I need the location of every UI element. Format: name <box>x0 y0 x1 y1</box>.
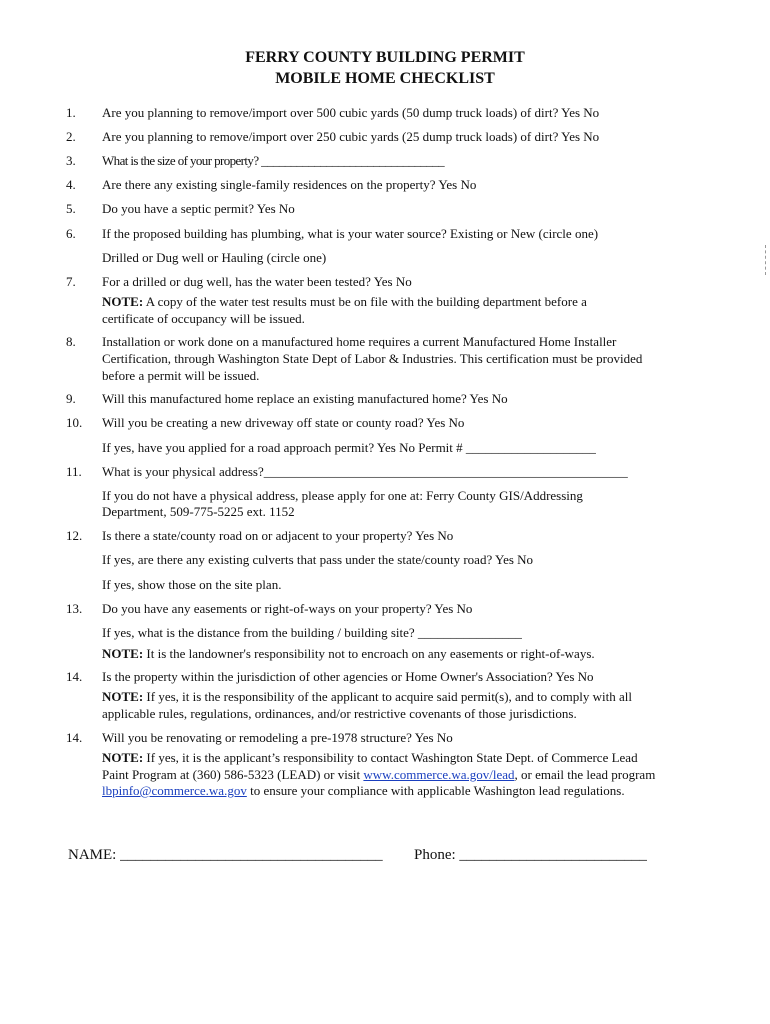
item-number: 7. <box>66 274 76 289</box>
item-number: 6. <box>66 226 76 241</box>
item-number: 12. <box>66 528 83 543</box>
note-label: NOTE: <box>102 294 144 309</box>
note-text: A copy of the water test results must be on file with the building department before a <box>143 294 587 309</box>
note-14b-line-3 <box>102 783 625 799</box>
question-13-sub: If yes, what is the distance from the building / building site? ________________ <box>102 625 522 640</box>
note-14b-line-2 <box>102 767 655 783</box>
question-9: Will this manufactured home replace an existing manufactured home? Yes No <box>102 391 508 406</box>
note-14a-line-2: applicable rules, regulations, ordinances, and/or restrictive covenants of those jurisdictions. <box>102 706 577 721</box>
item-8-line-3: before a permit will be issued. <box>102 368 260 383</box>
note-label: NOTE: <box>102 750 144 765</box>
question-3: What is the size of your property? _______________________________ <box>102 153 445 168</box>
question-6-sub: Drilled or Dug well or Hauling (circle one) <box>102 250 327 265</box>
question-2: Are you planning to remove/import over 250 cubic yards (25 dump truck loads) of dirt? Yes No <box>102 129 600 144</box>
note-7-line-1 <box>102 294 587 310</box>
item-number: 11. <box>66 464 82 479</box>
question-11-sub-2: Department, 509-775-5225 ext. 1152 <box>102 504 295 519</box>
commerce-lead-link[interactable]: www.commerce.wa.gov/lead <box>363 767 515 782</box>
title-line-2: MOBILE HOME CHECKLIST <box>275 70 495 87</box>
question-11: What is your physical address?________________________________________________________ <box>102 464 628 479</box>
item-number: 10. <box>66 415 83 430</box>
title-line-1: FERRY COUNTY BUILDING PERMIT <box>245 49 525 66</box>
item-number: 2. <box>66 129 76 144</box>
question-4: Are there any existing single-family residences on the property? Yes No <box>102 177 477 192</box>
question-6: If the proposed building has plumbing, what is your water source? Existing or New (circle one) <box>102 226 599 241</box>
item-number: 8. <box>66 334 76 349</box>
question-11-sub-1: If you do not have a physical address, please apply for one at: Ferry County GIS/Addressing <box>102 488 583 503</box>
question-12-sub-2: If yes, show those on the site plan. <box>102 577 282 592</box>
item-8-line-2: Certification, through Washington State Dept of Labor & Industries. This certification must be provided <box>102 351 643 366</box>
note-text: , or email the lead program <box>514 767 656 782</box>
question-10-sub: If yes, have you applied for a road approach permit? Yes No Permit # ____________________ <box>102 440 596 455</box>
note-13 <box>102 646 595 662</box>
note-text: to ensure your compliance with applicable Washington lead regulations. <box>246 783 625 798</box>
note-text: If yes, it is the responsibility of the applicant to acquire said permit(s), and to comply with all <box>143 689 633 704</box>
margin-mark <box>765 245 767 275</box>
item-number: 14. <box>66 669 83 684</box>
question-14b: Will you be renovating or remodeling a pre-1978 structure? Yes No <box>102 730 453 745</box>
question-10: Will you be creating a new driveway off state or county road? Yes No <box>102 415 465 430</box>
question-14a: Is the property within the jurisdiction of other agencies or Home Owner's Association? Yes No <box>102 669 594 684</box>
question-12-sub-1: If yes, are there any existing culverts that pass under the state/county road? Yes No <box>102 552 534 567</box>
item-number: 9. <box>66 391 76 406</box>
phone-field[interactable]: Phone: _________________________ <box>414 847 647 863</box>
note-text: If yes, it is the applicant’s responsibility to contact Washington State Dept. of Commerce Lead <box>143 750 638 765</box>
note-14b-line-1 <box>102 750 638 766</box>
note-text: It is the landowner's responsibility not to encroach on any easements or right-of-ways. <box>143 646 595 661</box>
note-text: Paint Program at (360) 586-5323 (LEAD) or visit <box>102 767 364 782</box>
name-field[interactable]: NAME: ___________________________________ <box>68 847 383 863</box>
question-13: Do you have any easements or right-of-ways on your property? Yes No <box>102 601 473 616</box>
note-label: NOTE: <box>102 646 144 661</box>
item-8-line-1: Installation or work done on a manufactured home requires a current Manufactured Home Installer <box>102 334 617 349</box>
item-number: 13. <box>66 601 83 616</box>
note-14a-line-1 <box>102 689 632 705</box>
item-number: 3. <box>66 153 76 168</box>
question-1: Are you planning to remove/import over 500 cubic yards (50 dump truck loads) of dirt? Yes No <box>102 105 600 120</box>
note-label: NOTE: <box>102 689 144 704</box>
item-number: 4. <box>66 177 76 192</box>
lbpinfo-email-link[interactable]: lbpinfo@commerce.wa.gov <box>102 783 247 798</box>
question-7: For a drilled or dug well, has the water been tested? Yes No <box>102 274 412 289</box>
item-number: 14. <box>66 730 83 745</box>
item-number: 1. <box>66 105 76 120</box>
question-5: Do you have a septic permit? Yes No <box>102 201 295 216</box>
item-number: 5. <box>66 201 76 216</box>
note-7-line-2: certificate of occupancy will be issued. <box>102 311 305 326</box>
question-12: Is there a state/county road on or adjacent to your property? Yes No <box>102 528 454 543</box>
